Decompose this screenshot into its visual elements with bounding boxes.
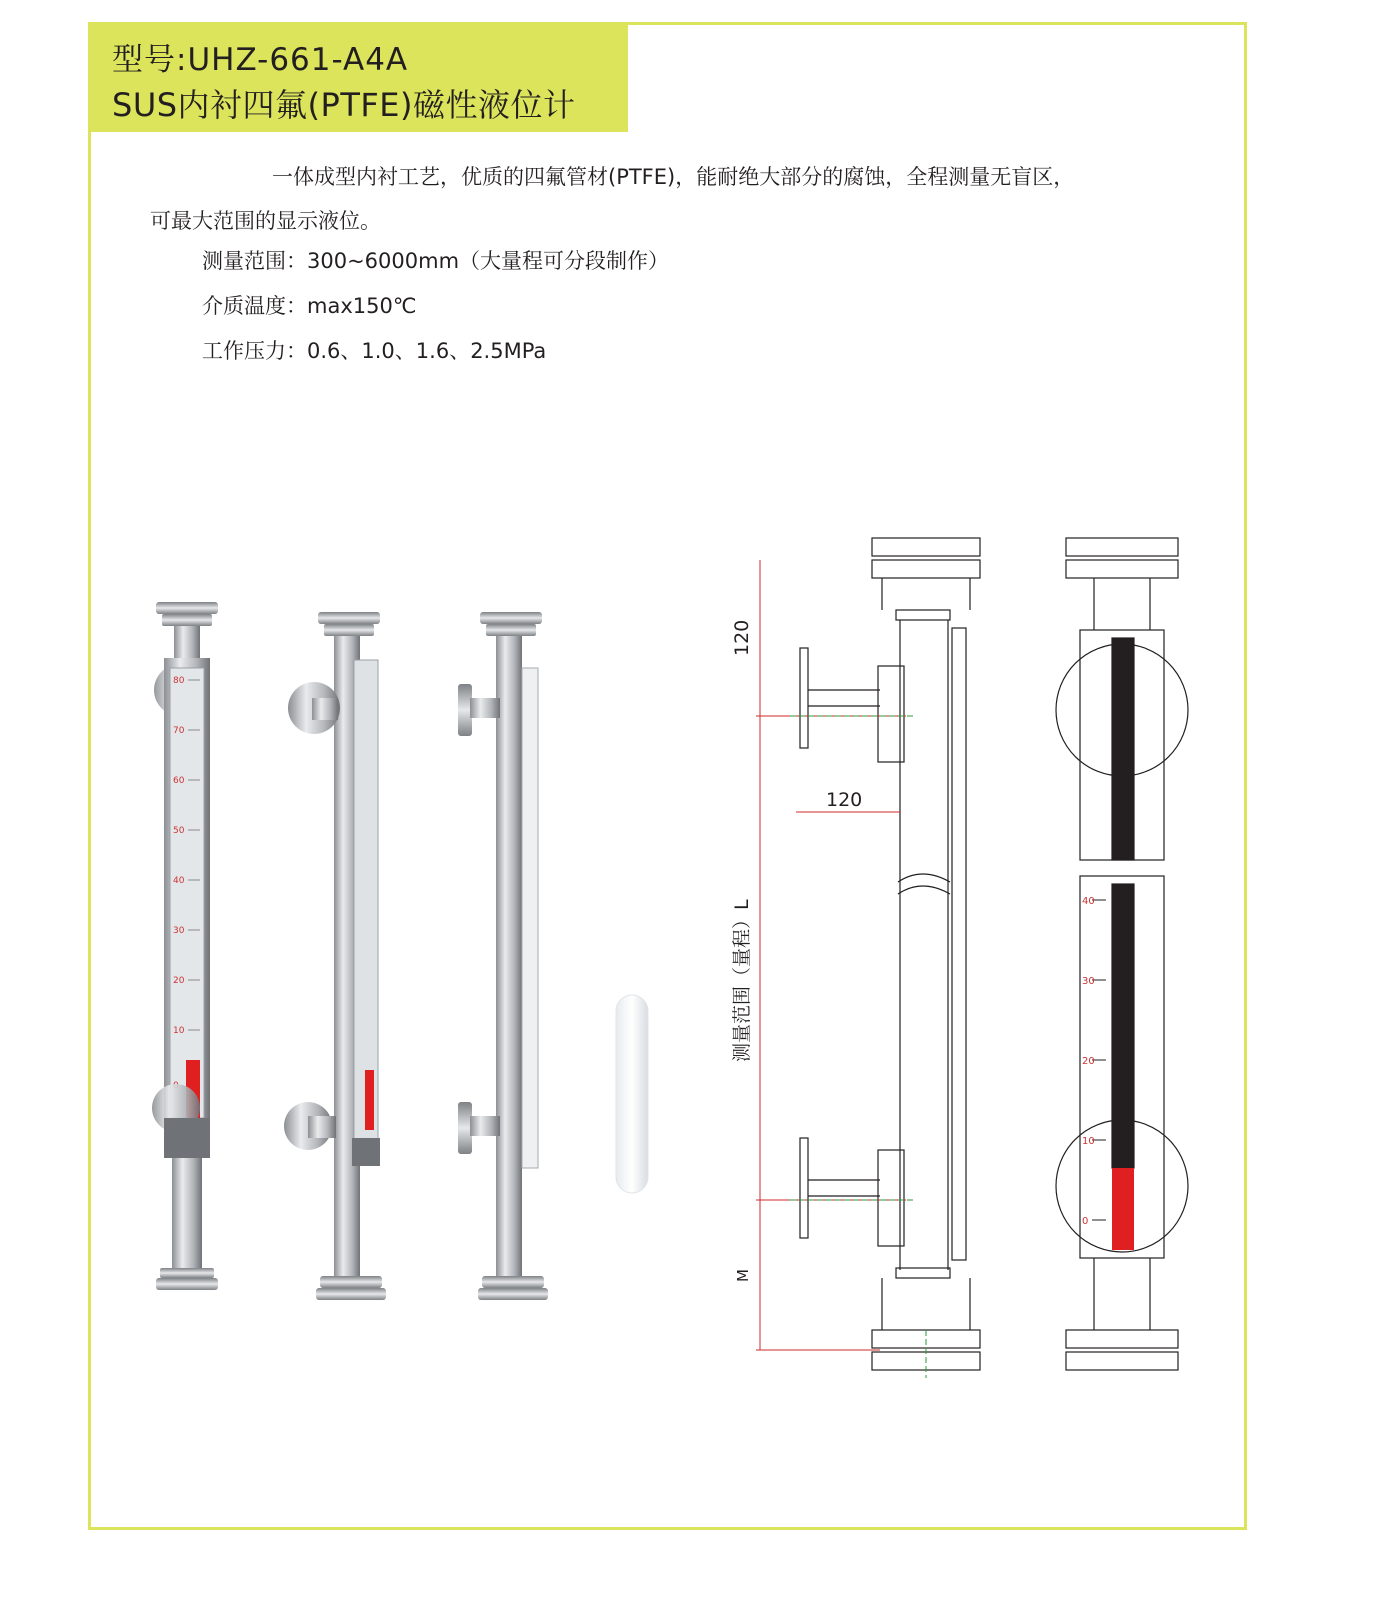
scale-label-50: 50 <box>173 826 185 836</box>
drawing-side-view <box>800 538 980 1370</box>
dimension-lines <box>756 560 906 1350</box>
dimension-m-label: M <box>734 1269 752 1282</box>
scale-label-30: 30 <box>173 926 185 936</box>
centerlines <box>790 716 926 1378</box>
product-photos <box>140 590 680 1340</box>
scale-label-60: 60 <box>173 776 185 786</box>
drawing-scale-40: 40 <box>1082 896 1095 907</box>
scale-label-10: 10 <box>173 1026 185 1036</box>
product-title: SUS内衬四氟(PTFE)磁性液位计 <box>112 86 576 124</box>
spec-temperature <box>202 290 416 320</box>
description-text <box>150 155 1210 243</box>
spec-pressure <box>202 335 546 365</box>
title-banner <box>88 22 628 132</box>
model-number: 型号:UHZ-661-A4A <box>112 42 409 78</box>
spec-temperature-value: max150℃ <box>307 294 417 318</box>
technical-drawing <box>730 530 1250 1410</box>
description-line1: 一体成型内衬工艺，优质的四氟管材(PTFE)，能耐绝大部分的腐蚀，全程测量无盲区， <box>272 165 1075 189</box>
spec-range-value: 300~6000mm（大量程可分段制作） <box>307 249 670 273</box>
ptfe-float <box>616 995 648 1193</box>
drawing-scale-30: 30 <box>1082 976 1095 987</box>
description-line2: 可最大范围的显示液位。 <box>150 209 381 233</box>
scale-label-40: 40 <box>173 876 185 886</box>
spec-range-label: 测量范围： <box>202 249 307 273</box>
spec-pressure-value: 0.6、1.0、1.6、2.5MPa <box>307 339 547 363</box>
scale-label-70: 70 <box>173 726 185 736</box>
dimension-horizontal-120: 120 <box>826 789 863 811</box>
dimension-top-120: 120 <box>731 619 753 656</box>
gauge-photo-side <box>458 612 548 1300</box>
scale-label-20: 20 <box>173 976 185 986</box>
drawing-scale-labels <box>1082 896 1095 1227</box>
spec-temperature-label: 介质温度： <box>202 294 307 318</box>
scale-label-80: 80 <box>173 676 185 686</box>
drawing-scale-10: 10 <box>1082 1136 1095 1147</box>
drawing-scale-0: 0 <box>1082 1216 1089 1227</box>
angled-level-indicator <box>365 1070 374 1130</box>
spec-pressure-label: 工作压力： <box>202 339 307 363</box>
drawing-front-view <box>1056 538 1188 1370</box>
drawing-scale-20: 20 <box>1082 1056 1095 1067</box>
measuring-range-label: 测量范围（量程）L <box>731 899 753 1062</box>
gauge-photo-front <box>152 602 218 1290</box>
gauge-photo-angled <box>284 612 386 1300</box>
spec-range <box>202 245 669 275</box>
